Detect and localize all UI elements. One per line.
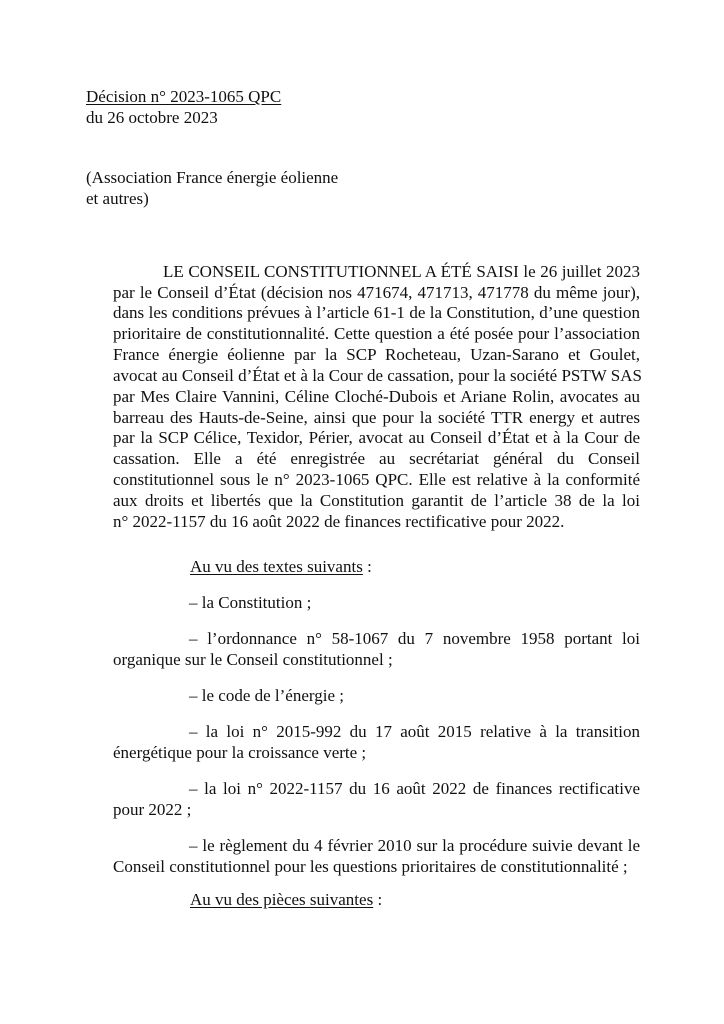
paragraph-line: aux droits et libertés que la Constitution garantit de l’article 38 de la loi <box>113 491 640 510</box>
list-item-continuation: organique sur le Conseil constitutionnel ; <box>113 650 393 669</box>
paragraph-line: par le Conseil d’État (décision nos 471674, 471713, 471778 du même jour), <box>113 283 640 302</box>
decision-date: du 26 octobre 2023 <box>86 108 218 127</box>
decision-title: Décision n° 2023-1065 QPC <box>86 87 282 106</box>
list-item: – la loi n° 2022-1157 du 16 août 2022 de finances rectificative <box>189 779 640 798</box>
list-item: – la loi n° 2015-992 du 17 août 2015 relative à la transition <box>189 722 640 741</box>
parties-line-1: (Association France énergie éolienne <box>86 168 339 187</box>
list-item: – le règlement du 4 février 2010 sur la procédure suivie devant le <box>189 836 640 855</box>
paragraph-line: par la SCP Célice, Texidor, Périer, avocat au Conseil d’État et à la Cour de <box>113 428 640 447</box>
list-item: – l’ordonnance n° 58-1067 du 7 novembre 1958 portant loi <box>189 629 640 648</box>
pieces-heading-colon: : <box>373 890 383 909</box>
paragraph-line: n° 2022-1157 du 16 août 2022 de finances rectificative pour 2022. <box>113 512 565 531</box>
paragraph-line: dans les conditions prévues à l’article 61-1 de la Constitution, d’une question <box>113 303 640 322</box>
parties-line-2: et autres) <box>86 189 149 208</box>
paragraph-line: par Mes Claire Vannini, Céline Cloché-Dubois et Ariane Rolin, avocates au <box>113 387 640 406</box>
textes-heading <box>190 557 372 577</box>
list-item-continuation: pour 2022 ; <box>113 800 192 819</box>
textes-heading-colon: : <box>362 557 372 576</box>
paragraph-line <box>163 262 640 282</box>
paragraph-line: constitutionnel sous le n° 2023-1065 QPC. Elle est relative à la conformité <box>113 470 640 489</box>
paragraph-line: prioritaire de constitutionnalité. Cette question a été posée pour l’association <box>113 324 640 343</box>
paragraph-line: cassation. Elle a été enregistrée au secrétariat général du Conseil <box>113 449 640 468</box>
textes-heading-label: Au vu des textes suivants <box>190 557 363 576</box>
list-item-continuation: Conseil constitutionnel pour les questions prioritaires de constitutionnalité ; <box>113 857 628 876</box>
pieces-heading <box>190 890 382 910</box>
paragraph-line: barreau des Hauts-de-Seine, ainsi que pour la société TTR energy et autres <box>113 408 640 427</box>
saisine-lead: LE CONSEIL CONSTITUTIONNEL A ÉTÉ SAISI le 26 juillet 2023 <box>163 262 640 281</box>
paragraph-line: avocat au Conseil d’État et à la Cour de cassation, pour la société PSTW SAS <box>113 366 642 385</box>
list-item: – le code de l’énergie ; <box>189 686 344 705</box>
list-item: – la Constitution ; <box>189 593 312 612</box>
paragraph-line: France énergie éolienne par la SCP Rocheteau, Uzan-Sarano et Goulet, <box>113 345 640 364</box>
list-item-continuation: énergétique pour la croissance verte ; <box>113 743 367 762</box>
pieces-heading-label: Au vu des pièces suivantes <box>190 890 374 909</box>
